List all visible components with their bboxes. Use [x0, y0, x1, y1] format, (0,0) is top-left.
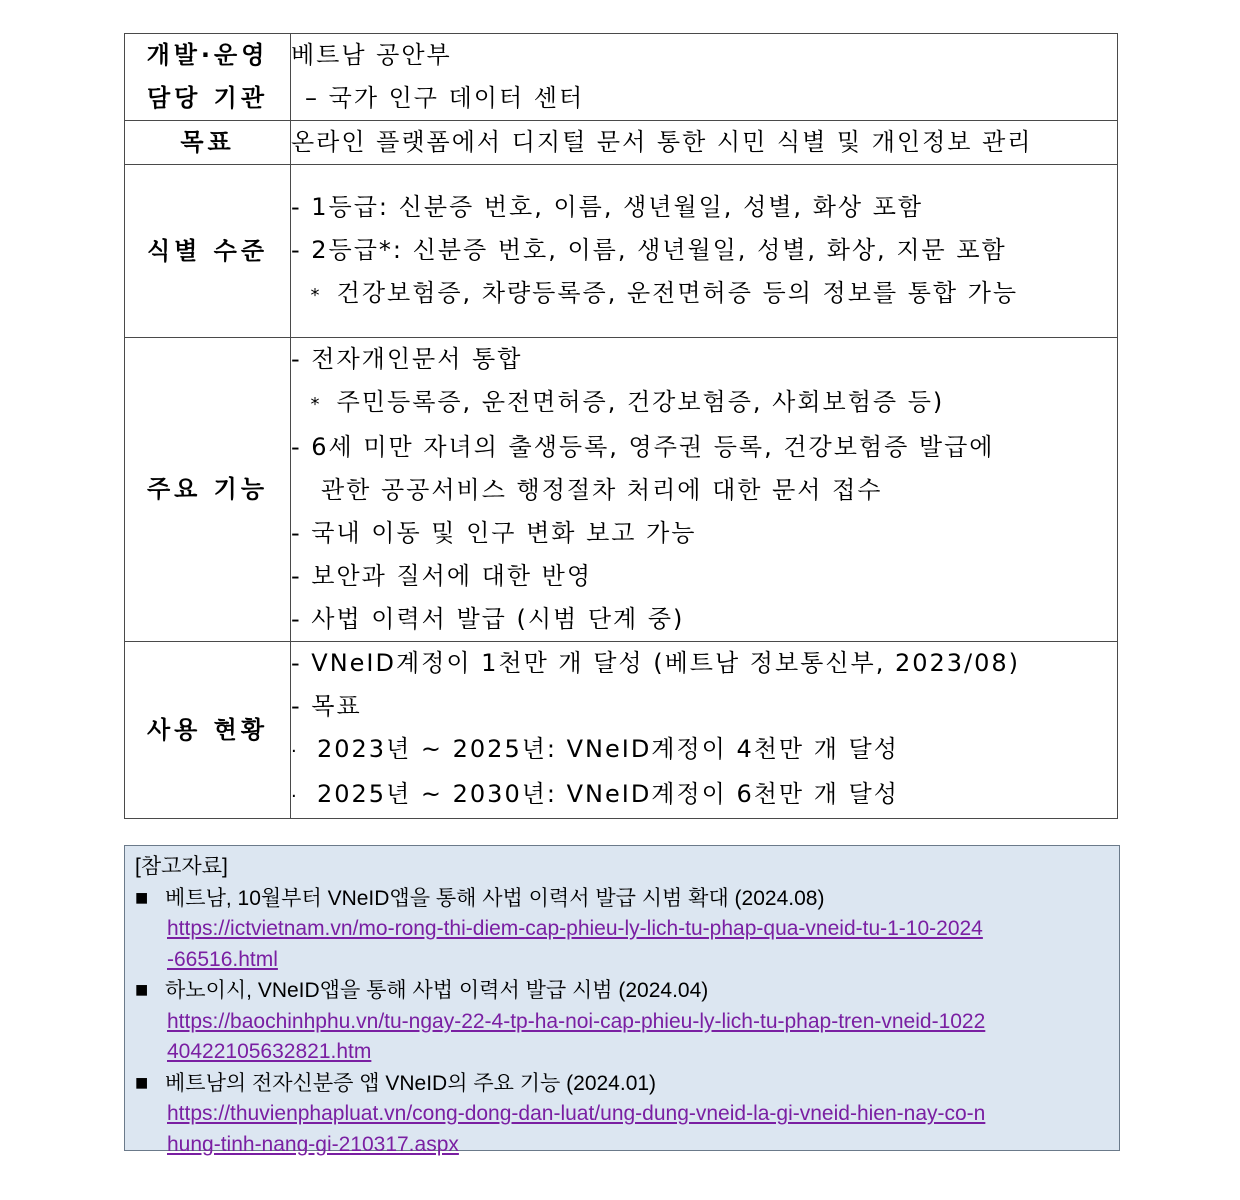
level-2: - 2등급*: 신분증 번호, 이름, 생년월일, 성별, 화상, 지문 포함: [291, 235, 1007, 264]
row-usage: [125, 642, 1118, 819]
reference-title: [135, 883, 1109, 915]
header-org-line2: 담당 기관: [146, 84, 269, 112]
header-functions: 주요 기능: [125, 338, 291, 642]
function-3: - 국내 이동 및 인구 변화 보고 가능: [291, 519, 697, 547]
content-org: [291, 34, 1118, 121]
org-name: 베트남 공안부: [291, 41, 452, 69]
reference-link[interactable]: https://ictvietnam.vn/mo-rong-thi-diem-cap-phieu-ly-lich-tu-phap-qua-vneid-tu-1-10-2024: [167, 917, 983, 940]
reference-link[interactable]: https://baochinhphu.vn/tu-ngay-22-4-tp-ha-noi-cap-phieu-ly-lich-tu-phap-tren-vneid-1022: [167, 1009, 986, 1033]
header-org-line1: 개발·운영: [146, 41, 269, 69]
usage-2: - 목표: [291, 692, 362, 720]
reference-title: [135, 975, 1109, 1007]
bullet-dot-icon: ·: [291, 786, 299, 807]
function-4: - 보안과 질서에 대한 반영: [291, 562, 593, 590]
bullet-dot-icon: ·: [291, 741, 299, 762]
org-sub: – 국가 인구 데이터 센터: [305, 84, 585, 112]
usage-sub-1-text: 2023년 ~ 2025년: VNeID계정이 4천만 개 달성: [317, 735, 899, 763]
content-functions: [291, 338, 1118, 642]
function-2a: - 6세 미만 자녀의 출생등록, 영주권 등록, 건강보험증 발급에: [291, 433, 995, 461]
function-2b: 관한 공공서비스 행정절차 처리에 대한 문서 접수: [321, 476, 883, 504]
reference-link-cont[interactable]: -66516.html: [167, 947, 278, 971]
level-1: - 1등급: 신분증 번호, 이름, 생년월일, 성별, 화상 포함: [291, 192, 924, 221]
square-bullet-icon: ■: [135, 1069, 149, 1095]
header-org: [125, 34, 291, 121]
reference-link-cont[interactable]: hung-tinh-nang-gi-210317.aspx: [167, 1132, 459, 1156]
usage-1: - VNeID계정이 1천만 개 달성 (베트남 정보통신부, 2023/08): [291, 649, 1021, 677]
row-org: [125, 34, 1118, 121]
level-note-text: 건강보험증, 차량등록증, 운전면허증 등의 정보를 통합 가능: [336, 278, 1019, 307]
references-heading: [참고자료]: [135, 855, 228, 878]
reference-title-text: 베트남, 10월부터 VNeID앱을 통해 사법 이력서 발급 시범 확대 (2024.08): [165, 886, 825, 910]
row-goal: [125, 121, 1118, 165]
goal-text: 온라인 플랫폼에서 디지털 문서 통한 시민 식별 및 개인정보 관리: [291, 121, 1118, 165]
reference-link[interactable]: https://thuvienphapluat.vn/cong-dong-dan-luat/ung-dung-vneid-la-gi-vneid-hien-nay-co-n: [167, 1102, 986, 1125]
square-bullet-icon: ■: [135, 884, 149, 910]
function-5: - 사법 이력서 발급 (시범 단계 중): [291, 605, 685, 633]
header-usage: 사용 현황: [125, 642, 291, 819]
note-mark-icon: *: [310, 394, 322, 415]
reference-title-text: 하노이시, VNeID앱을 통해 사법 이력서 발급 시범 (2024.04): [165, 979, 709, 1002]
level-note: [291, 272, 1117, 317]
note-mark-icon: *: [310, 284, 322, 306]
info-table: [124, 33, 1118, 819]
header-goal: 목표: [125, 121, 291, 165]
usage-sub-2-text: 2025년 ~ 2030년: VNeID계정이 6천만 개 달성: [317, 780, 899, 808]
reference-link-cont[interactable]: 40422105632821.htm: [167, 1040, 372, 1063]
function-1-note-text: 주민등록증, 운전면허증, 건강보험증, 사회보험증 등): [336, 388, 945, 416]
function-1: - 전자개인문서 통합: [291, 345, 523, 373]
square-bullet-icon: ■: [135, 977, 149, 1002]
function-1-note: [291, 381, 1117, 426]
references-box: [124, 845, 1120, 1156]
usage-sub-1: [291, 728, 1117, 773]
content-usage: [291, 642, 1118, 819]
header-level: 식별 수준: [125, 165, 291, 338]
reference-title: [135, 1068, 1109, 1100]
usage-sub-2: [291, 773, 1117, 818]
content-level: [291, 165, 1118, 338]
row-functions: [125, 338, 1118, 642]
reference-title-text: 베트남의 전자신분증 앱 VNeID의 주요 기능 (2024.01): [165, 1071, 657, 1095]
row-level: [125, 165, 1118, 338]
